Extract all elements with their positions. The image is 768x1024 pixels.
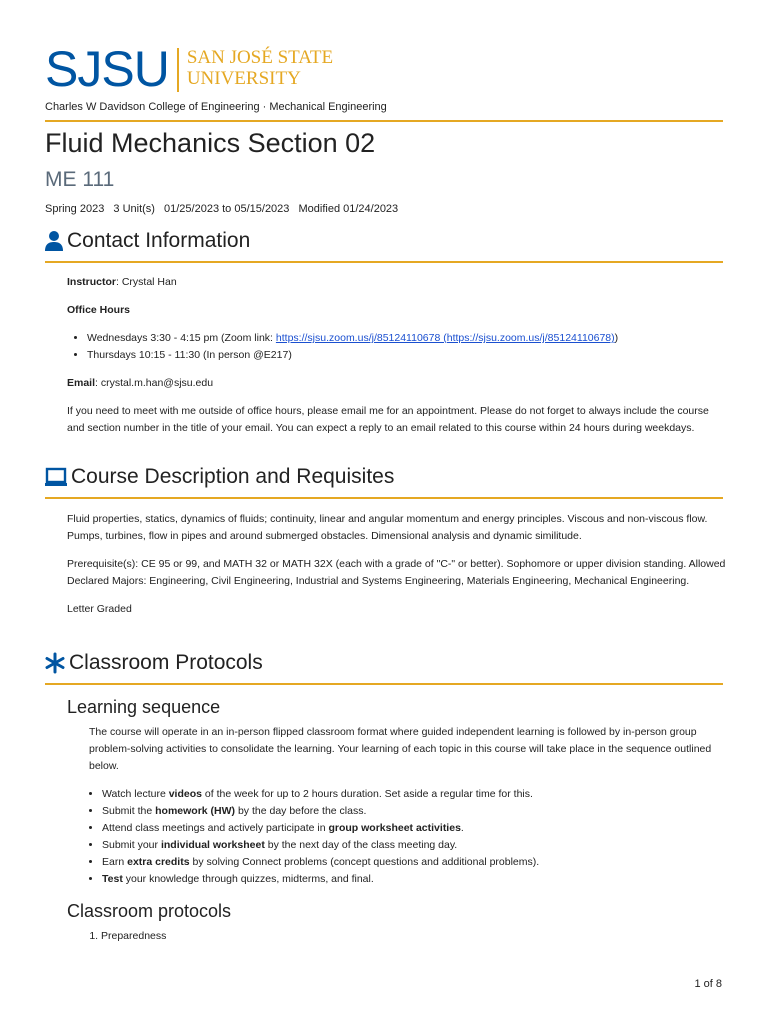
contact-body <box>67 274 727 437</box>
list-item: 1. Preparedness <box>101 928 719 945</box>
protocols-divider <box>45 683 723 685</box>
contact-note: If you need to meet with me outside of office hours, please email me for an appointment. Please do not forget to always include the course and section number in the title of your email. You can expect a reply to an email related to this course within 24 hours during weekdays. <box>67 405 709 434</box>
description-body <box>67 511 727 618</box>
classroom-protocols-body <box>89 928 719 945</box>
logo-wordmark <box>187 47 333 89</box>
description-text: Fluid properties, statics, dynamics of fluids; continuity, linear and angular momentum and energy principles. Viscous and non-viscous flow. Pumps, turbines, flow in pipes and around submerged obstacles. Dimensional analysis and dynamic similitude. <box>67 513 708 542</box>
description-section-header <box>45 465 394 489</box>
grading-text: Letter Graded <box>67 603 132 615</box>
course-meta <box>45 203 404 215</box>
classroom-protocols-heading: Classroom protocols <box>67 901 232 921</box>
office-hours-list <box>67 330 727 364</box>
office-hours-item <box>87 330 727 347</box>
office-hours-item: • Thursdays 10:15 - 11:30 (In person @E217) <box>87 347 727 364</box>
learning-sequence-text: The course will operate in an in-person flipped classroom format where guided independent learning is followed by in-person group problem-solving activities to consolidate the learning. Your learning of each topic in this course will take place in the sequence outlined below. <box>89 726 712 772</box>
list-item: • Attend class meetings and actively participate in group worksheet activities. <box>102 820 719 837</box>
office-hours-label-text: Office Hours <box>67 304 131 316</box>
contact-section-header <box>45 229 250 253</box>
list-item: • Test your knowledge through quizzes, midterms, and final. <box>102 871 719 888</box>
office-hours-label <box>67 302 727 319</box>
list-item: • Earn extra credits by solving Connect problems (concept questions and additional problems). <box>102 854 719 871</box>
laptop-icon <box>45 466 67 488</box>
course-modified: Modified 01/24/2023 <box>298 203 399 215</box>
protocols-heading: Classroom Protocols <box>69 651 263 674</box>
contact-divider <box>45 261 723 263</box>
course-units: 3 Unit(s) <box>113 203 155 215</box>
list-item: • Submit your individual worksheet by the next day of the class meeting day. <box>102 837 719 854</box>
list-item: • Watch lecture videos of the week for up to 2 hours duration. Set aside a regular time for this. <box>102 786 719 803</box>
course-term: Spring 2023 <box>45 203 105 215</box>
sjsu-logo <box>45 41 334 97</box>
description-divider <box>45 497 723 499</box>
course-dates: 01/25/2023 to 05/15/2023 <box>164 203 290 215</box>
logo-divider <box>177 48 179 92</box>
instructor-value: : Crystal Han <box>116 276 177 288</box>
college-department: Charles W Davidson College of Engineering · Mechanical Engineering <box>45 101 387 113</box>
logo-mark: SJSU <box>45 41 169 97</box>
learning-steps-list <box>89 786 719 888</box>
learning-sequence-heading: Learning sequence <box>67 697 221 717</box>
zoom-link[interactable]: https://sjsu.zoom.us/j/85124110678 (https://sjsu.zoom.us/j/85124110678) <box>275 332 615 344</box>
contact-heading: Contact Information <box>67 229 251 252</box>
header-divider <box>45 120 723 122</box>
protocols-list <box>89 928 719 945</box>
protocols-section-header <box>45 651 263 675</box>
description-heading: Course Description and Requisites <box>71 465 395 488</box>
asterisk-icon <box>45 652 65 674</box>
email-value: : crystal.m.han@sjsu.edu <box>95 377 214 389</box>
person-icon <box>45 230 63 252</box>
instructor-line <box>67 274 727 291</box>
list-item: • Submit the homework (HW) by the day before the class. <box>102 803 719 820</box>
instructor-label: Instructor <box>67 276 117 288</box>
learning-sequence-body <box>89 724 719 888</box>
page-number: 1 of 8 <box>694 978 722 990</box>
email-line <box>67 375 727 392</box>
course-title: Fluid Mechanics Section 02 <box>45 128 376 158</box>
email-label: Email <box>67 377 96 389</box>
prerequisites-text: Prerequisite(s): CE 95 or 99, and MATH 32 or MATH 32X (each with a grade of "C-" or better). Sophomore or upper division standing. Allowed Declared Majors: Engineering, Civil Engineering, Industrial and Systems Engineering, Materials Engineering, Mechanical Engineering. <box>67 558 726 587</box>
logo-line-2: UNIVERSITY <box>186 68 301 89</box>
oh1-prefix: Wednesdays 3:30 - 4:15 pm (Zoom link: <box>87 332 276 344</box>
logo-line-1: SAN JOSÉ STATE <box>186 47 334 68</box>
oh1-suffix: ) <box>614 332 619 344</box>
course-code: ME 111 <box>45 168 115 191</box>
